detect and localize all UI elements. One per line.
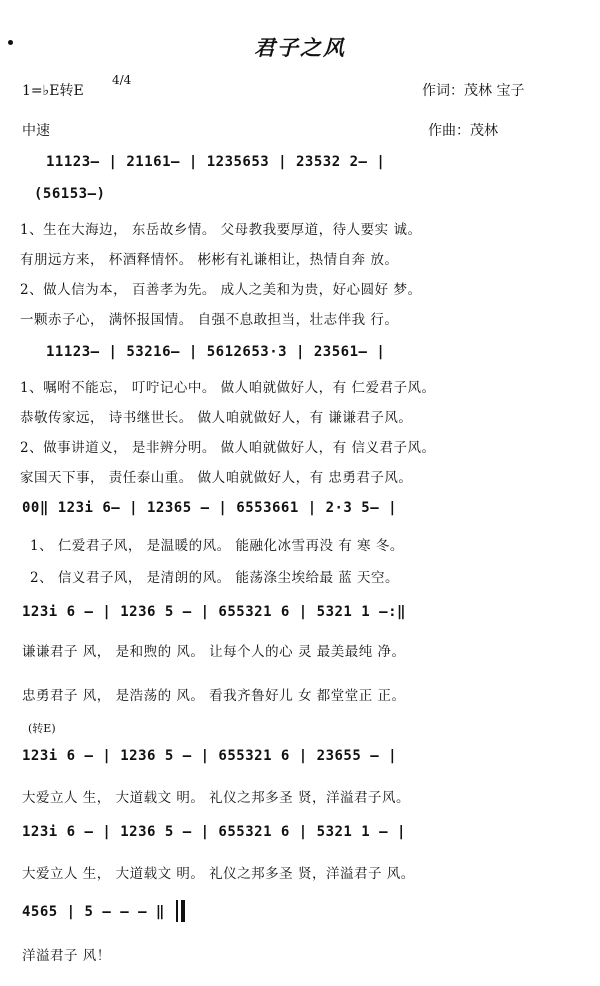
system-5-notes: 123i 6 – | 1236 5 – | 655321 6 | 23655 – | xyxy=(22,748,398,764)
system-3-lyric-line: 2、 信义君子风， 是清朗的风。 能荡涤尘埃给最 蓝 天空。 xyxy=(30,570,400,586)
lyricist-credit: 作词：茂林 宝子 xyxy=(422,83,525,99)
system-1-lyric-line: 1、生在大海边， 东岳故乡情。 父母教我要厚道，待人要实 诚。 xyxy=(20,222,422,238)
transpose-mark: (转E) xyxy=(28,722,56,735)
system-2-lyric-line: 1、嘱咐不能忘， 叮咛记心中。 做人咱就做好人，有 仁爱君子风。 xyxy=(20,380,436,396)
system-3-notes: 00‖ 123i 6– | 12365 – | 6553661 | 2·3 5– | xyxy=(22,500,398,516)
system-2-notes: 11123– | 53216– | 5612653·3 | 23561– | xyxy=(46,344,386,360)
tempo-marking: 中速 xyxy=(22,123,50,139)
system-1-intro: (56153–) xyxy=(34,186,106,202)
system-1-notes: 11123– | 21161– | 1235653 | 23532 2– | xyxy=(46,154,386,170)
time-signature: 4/4 xyxy=(112,73,132,87)
system-2-lyric-line: 2、做事讲道义， 是非辨分明。 做人咱就做好人，有 信义君子风。 xyxy=(20,440,436,456)
system-2-lyric-line: 恭敬传家远， 诗书继世长。 做人咱就做好人，有 谦谦君子风。 xyxy=(20,410,413,426)
system-3-lyric-line: 1、 仁爱君子风， 是温暖的风。 能融化冰雪再没 有 寒 冬。 xyxy=(30,538,404,554)
system-4-notes: 123i 6 – | 1236 5 – | 655321 6 | 5321 1 –:‖ xyxy=(22,604,406,620)
system-2-lyric-line: 家国天下事， 责任泰山重。 做人咱就做好人，有 忠勇君子风。 xyxy=(20,470,413,486)
system-1-lyric-line: 一颗赤子心， 满怀报国情。 自强不息敢担当，壮志伴我 行。 xyxy=(20,312,399,328)
key-signature: 1=♭E转E xyxy=(22,83,84,99)
system-1-lyric-line: 有朋远方来， 杯酒释情怀。 彬彬有礼谦相让，热情自奔 放。 xyxy=(20,252,399,268)
system-7-notes: 4565 | 5 – – – ‖ xyxy=(22,904,165,920)
song-title: 君子之风 xyxy=(254,35,346,60)
system-6-notes: 123i 6 – | 1236 5 – | 655321 6 | 5321 1 – | xyxy=(22,824,406,840)
system-7-lyric-line: 洋溢君子 风！ xyxy=(22,948,111,964)
composer-credit: 作曲：茂林 xyxy=(428,123,498,139)
system-4-lyric-line: 谦谦君子 风， 是和煦的 风。 让每个人的心 灵 最美最纯 净。 xyxy=(22,644,406,660)
system-5-lyric-line: 大爱立人 生， 大道载文 明。 礼仪之邦多圣 贤，洋溢君子风。 xyxy=(22,790,410,806)
final-barline-thin xyxy=(176,900,178,922)
system-4-lyric-line: 忠勇君子 风， 是浩荡的 风。 看我齐鲁好儿 女 都堂堂正 正。 xyxy=(22,688,406,704)
final-barline-thick xyxy=(181,900,185,922)
system-1-lyric-line: 2、做人信为本， 百善孝为先。 成人之美和为贵，好心圆好 梦。 xyxy=(20,282,422,298)
system-6-lyric-line: 大爱立人 生， 大道载文 明。 礼仪之邦多圣 贤，洋溢君子 风。 xyxy=(22,866,415,882)
